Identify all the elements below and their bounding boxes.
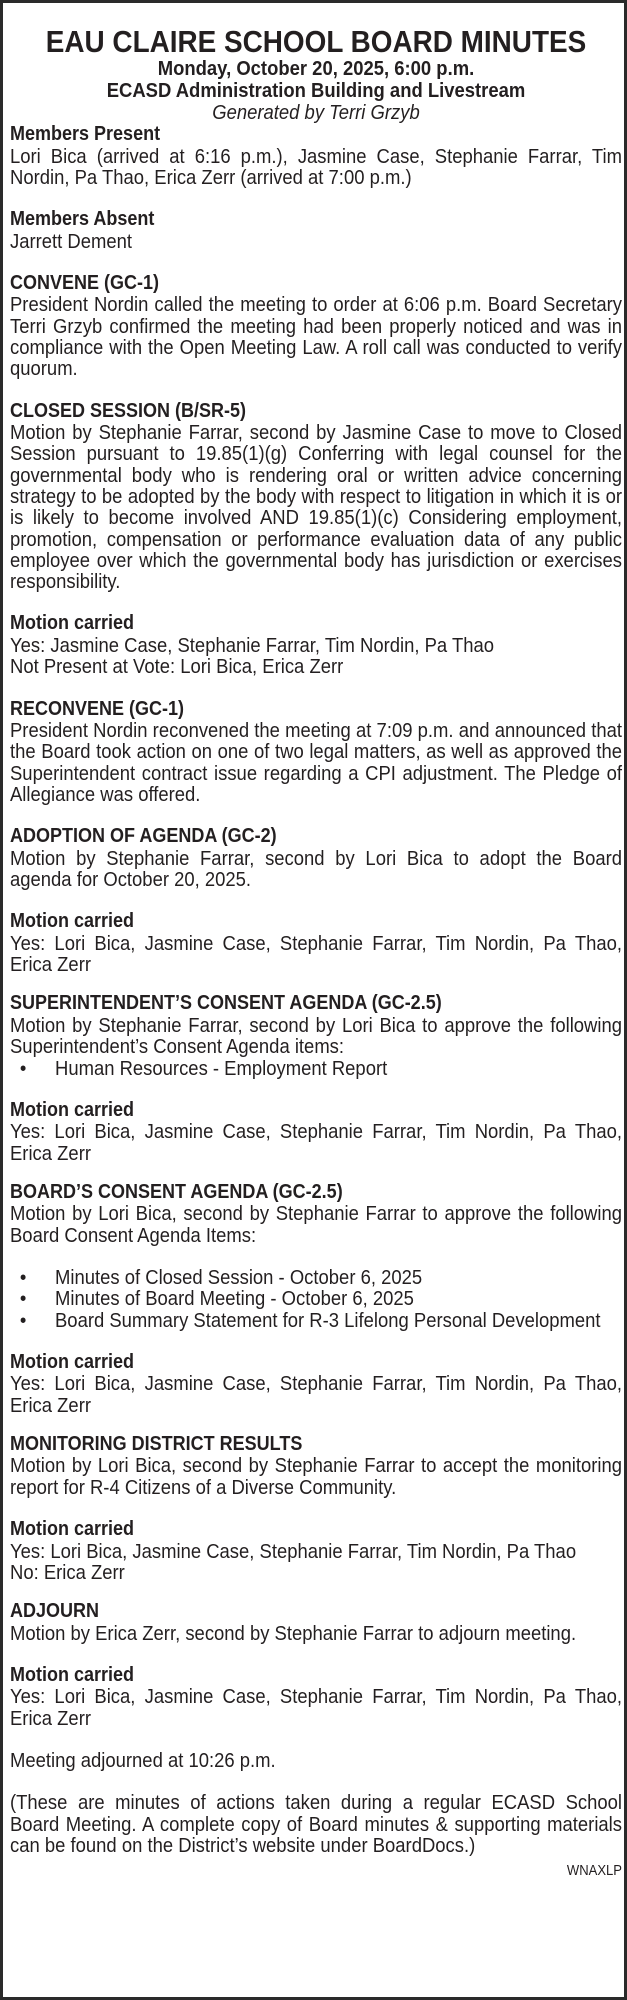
spacer [10,890,622,911]
bullet-icon: • [19,1056,27,1080]
vote-line: No: Erica Zerr [10,1560,125,1584]
motion-result: Motion carried [10,1663,135,1686]
spacer [10,1498,622,1519]
adoption-of-agenda-section [10,826,622,975]
vote-line: Yes: Lori Bica, Jasmine Case, Stephanie Farrar, Tim Nordin, Pa Thao, Erica Zerr [10,1685,622,1730]
motion-result: Motion carried [10,1098,135,1121]
closed-session-section [10,401,622,678]
consent-items-list [10,1267,622,1331]
spacer [10,1416,622,1434]
closing-note: (These are minutes of actions taken during a regular ECASD School Board Meeting. A complete copy of Board minutes & supporting materials can be found on the District’s website under BoardDocs.) [10,1791,622,1857]
section-heading: BOARD’S CONSENT AGENDA (GC-2.5) [10,1180,343,1203]
section-heading: CLOSED SESSION (B/SR-5) [10,399,247,422]
list-item [10,1267,622,1288]
list-item [10,1310,622,1331]
vote-line: Not Present at Vote: Lori Bica, Erica Zerr [10,655,344,679]
superintendent-consent-section [10,993,622,1163]
section-body: President Nordin reconvened the meeting at 7:09 p.m. and announced that the Board took action on one of two legal matters, as well as approved the Superintendent contract issue regarding a CPI adjustment. The Pledge of Allegiance was offered. [10,719,622,806]
monitoring-section [10,1434,622,1583]
spacer [10,1246,622,1267]
consent-items-list [10,1058,622,1079]
meeting-date: Monday, October 20, 2025, 6:00 p.m. [157,57,475,80]
section-body: President Nordin called the meeting to order at 6:06 p.m. Board Secretary Terri Grzyb confirmed the meeting had been properly noticed and was in compliance with the Open Meeting Law. A roll call was conducted to verify quorum. [10,293,622,381]
spacer [10,1079,622,1100]
adjourn-section [10,1601,622,1729]
spacer [10,805,622,826]
list-item [10,1058,622,1079]
section-heading: ADJOURN [10,1600,100,1623]
spacer [10,592,622,613]
spacer [10,678,622,699]
section-body: Motion by Stephanie Farrar, second by Lori Bica to adopt the Board agenda for October 20, 2025. [10,846,622,892]
section-heading: CONVENE (GC-1) [10,271,160,294]
section-heading: MONITORING DISTRICT RESULTS [10,1432,303,1455]
vote-line: Yes: Lori Bica, Jasmine Case, Stephanie Farrar, Tim Nordin, Pa Thao, Erica Zerr [10,1120,622,1165]
members-absent-list: Jarrett Dement [10,229,133,253]
closing-section [10,1750,622,1880]
section-body: Motion by Stephanie Farrar, second by Jasmine Case to move to Closed Session pursuant to 19.85(1)(g) Conferring with legal counsel for the governmental body who is rendering oral or written advice concerning strategy to be adopted by the body with respect to litigation in which it is or is likely to become involved AND 19.85(1)(c) Considering employment, promotion, compensation or performance evaluation data of any public employee over which the governmental body has jurisdiction or exercises responsibility. [10,421,622,594]
list-item-text: Board Summary Statement for R-3 Lifelong Personal Development [55,1308,601,1332]
vote-line: Yes: Lori Bica, Jasmine Case, Stephanie Farrar, Tim Nordin, Pa Thao [10,1539,577,1563]
spacer [10,252,622,273]
bullet-icon: • [19,1287,27,1311]
members-absent-section [10,209,622,252]
spacer [10,1164,622,1182]
section-heading: SUPERINTENDENT’S CONSENT AGENDA (GC-2.5) [10,992,442,1015]
section-heading: RECONVENE (GC-1) [10,697,185,720]
spacer [10,1331,622,1352]
section-body: Motion by Erica Zerr, second by Stephanie Farrar to adjourn meeting. [10,1621,577,1645]
section-body: Motion by Stephanie Farrar, second by Lori Bica to approve the following Superintendent’s Consent Agenda items: [10,1013,622,1059]
section-body: Motion by Lori Bica, second by Stephanie Farrar to approve the following Board Consent Agenda Items: [10,1202,622,1247]
list-item [10,1288,622,1309]
members-present-section [10,124,622,188]
list-item-text: Human Resources - Employment Report [55,1056,388,1080]
bullet-icon: • [19,1266,27,1289]
list-item-text: Minutes of Closed Session - October 6, 2025 [55,1266,423,1289]
convene-section [10,273,622,380]
motion-result: Motion carried [10,1518,135,1541]
vote-line: Yes: Lori Bica, Jasmine Case, Stephanie Farrar, Tim Nordin, Pa Thao, Erica Zerr [10,1372,622,1417]
spacer [10,1583,622,1601]
spacer [10,1729,622,1750]
spacer [10,1771,622,1792]
adjourned-time: Meeting adjourned at 10:26 p.m. [10,1749,276,1773]
spacer [10,380,622,401]
minutes-content [10,25,622,1880]
publication-code: WNAXLP [566,1863,622,1880]
generated-by: Generated by Terri Grzyb [212,101,420,124]
motion-result: Motion carried [10,1350,135,1373]
section-heading: ADOPTION OF AGENDA (GC-2) [10,825,277,848]
board-consent-section [10,1182,622,1416]
spacer [10,975,622,993]
section-body: Motion by Lori Bica, second by Stephanie Farrar to accept the monitoring report for R-4 Citizens of a Diverse Community. [10,1454,622,1499]
vote-line: Yes: Lori Bica, Jasmine Case, Stephanie Farrar, Tim Nordin, Pa Thao, Erica Zerr [10,931,622,977]
spacer [10,1644,622,1665]
document-title: EAU CLAIRE SCHOOL BOARD MINUTES [45,24,587,59]
section-heading: Members Absent [10,208,155,231]
meeting-location: ECASD Administration Building and Livestream [106,79,526,102]
spacer [10,188,622,209]
vote-line: Yes: Jasmine Case, Stephanie Farrar, Tim Nordin, Pa Thao [10,633,495,657]
list-item-text: Minutes of Board Meeting - October 6, 2025 [55,1287,414,1311]
members-present-list: Lori Bica (arrived at 6:16 p.m.), Jasmine Case, Stephanie Farrar, Tim Nordin, Pa Thao, Erica Zerr (arrived at 7:00 p.m.) [10,144,622,189]
section-heading: Members Present [10,123,161,145]
bullet-icon: • [19,1308,27,1332]
reconvene-section [10,699,622,806]
motion-result: Motion carried [10,612,135,635]
motion-result: Motion carried [10,910,135,933]
